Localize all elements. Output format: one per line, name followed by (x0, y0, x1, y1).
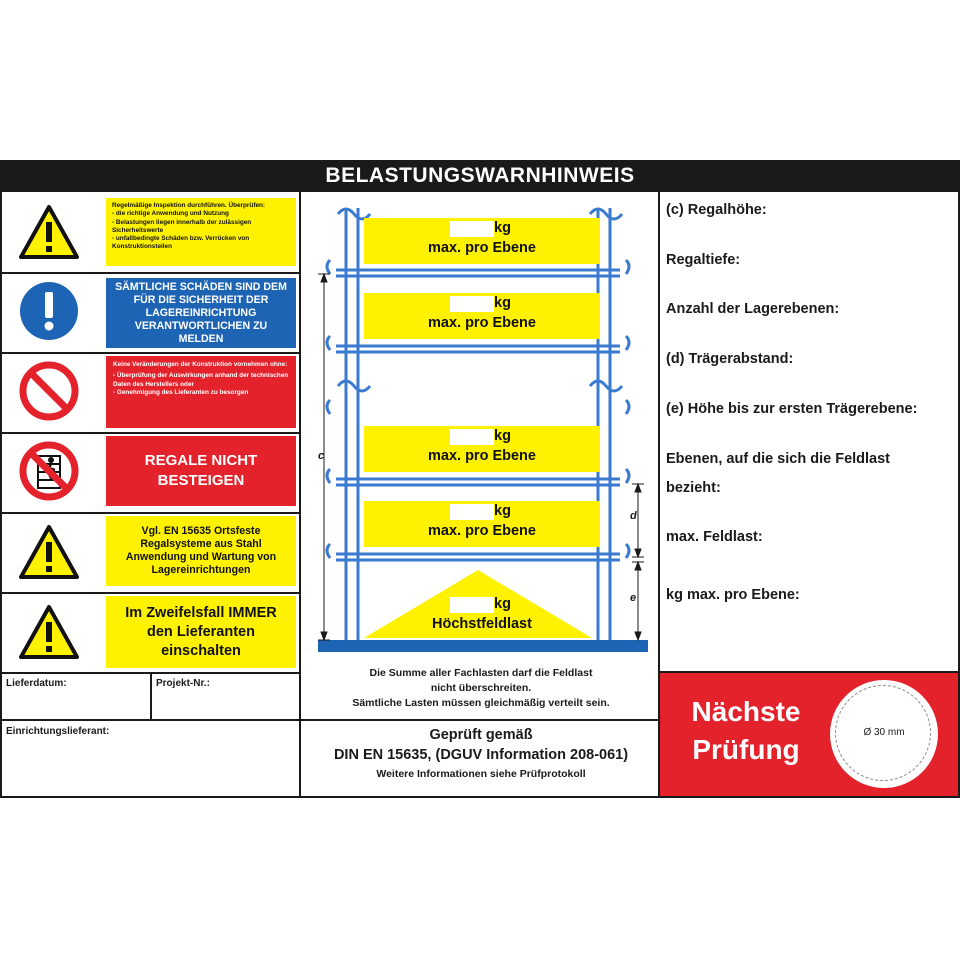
load-value-field[interactable] (450, 429, 494, 445)
spec-beam-spacing: (d) Trägerabstand: (666, 351, 794, 367)
inspection-sticker-area[interactable] (830, 680, 938, 788)
list-item: - Überprüfung der Auswirkungen anhand der technischen Daten des Herstellers oder (113, 372, 289, 389)
warning-triangle-icon (18, 204, 80, 260)
caption: max. pro Ebene (428, 315, 536, 331)
cert-line1: Geprüft gemäß (429, 727, 533, 743)
spec-rack-depth: Regaltiefe: (666, 252, 741, 268)
sep (0, 432, 300, 434)
dim-c-label: c (318, 450, 325, 462)
standard-box: Vgl. EN 15635 Ortsfeste Regalsysteme aus Stahl Anwendung und Wartung von Lagereinrichtungen (106, 516, 296, 586)
doubt-box: Im Zweifelsfall IMMER den Lieferanten einschalten (106, 596, 296, 668)
shelf-level-2 (364, 293, 600, 339)
bay-load (364, 594, 600, 640)
project-no-label: Projekt-Nr.: (156, 678, 210, 689)
warning-triangle-icon (18, 524, 80, 580)
shelf-level-3 (364, 426, 600, 472)
dim-d-label: d (630, 510, 637, 522)
no-climb-box: REGALE NICHT BESTEIGEN (106, 436, 296, 506)
caption: max. pro Ebene (428, 523, 536, 539)
note-line: Die Summe aller Fachlasten darf die Feldlast (369, 667, 593, 679)
sep (0, 272, 300, 274)
warning-triangle-icon (18, 604, 80, 660)
delivery-date-label: Lieferdatum: (6, 678, 67, 689)
note-line: nicht überschreiten. (430, 682, 532, 694)
next-inspection-label (660, 693, 832, 769)
shelf-level-1 (364, 218, 600, 264)
next-inspection-panel (660, 673, 958, 796)
sep (0, 512, 300, 514)
inspection-line2: Prüfung (692, 734, 800, 765)
list-item: - Belastungen liegen innerhalb der zulässigen Sicherheitswerte (112, 219, 290, 236)
unit-label: kg (494, 295, 511, 311)
caption: Höchstfeldlast (432, 616, 532, 632)
spec-max-bay-load: max. Feldlast: (666, 529, 763, 545)
no-changes-heading: Keine Veränderungen der Konstruktion vornehmen ohne: (113, 361, 288, 368)
list-item: - Genehmigung des Lieferanten zu besorgen (113, 389, 289, 397)
sep (0, 352, 300, 354)
load-value-field[interactable] (450, 504, 494, 520)
load-value-field[interactable] (450, 296, 494, 312)
warning-sign (0, 160, 960, 800)
load-value-field[interactable] (450, 221, 494, 237)
inspection-box (106, 198, 296, 266)
spec-bay-levels-cont: bezieht: (666, 480, 721, 496)
sep (150, 672, 152, 720)
spec-bay-levels: Ebenen, auf die sich die Feldlast (666, 451, 890, 467)
dim-e-label: e (630, 592, 637, 604)
unit-label: kg (494, 428, 511, 444)
inspection-line1: Nächste (691, 696, 801, 727)
unit-label: kg (494, 220, 511, 236)
damages-box: SÄMTLICHE SCHÄDEN SIND DEM FÜR DIE SICHERHEIT DER LAGEREINRICHTUNG VERANTWORTLICHEN ZU MELDEN (106, 278, 296, 348)
diagram-note (302, 666, 660, 711)
spec-rack-height: (c) Regalhöhe: (666, 202, 767, 218)
spec-kg-per-level: kg max. pro Ebene: (666, 587, 800, 603)
list-item: - unfallbedingte Schäden bzw. Verrücken von Konstruktionsteilen (112, 235, 290, 252)
note-line: Sämtliche Lasten müssen gleichmäßig verteilt sein. (352, 697, 610, 709)
sticker-size-label: Ø 30 mm (863, 727, 905, 738)
shelf-level-4 (364, 501, 600, 547)
caption: max. pro Ebene (428, 448, 536, 464)
exclamation-mandatory-icon (18, 280, 80, 342)
cert-line2: DIN EN 15635, (DGUV Information 208-061) (333, 747, 629, 763)
spec-levels-count: Anzahl der Lagerebenen: (666, 301, 840, 317)
list-item: - die richtige Anwendung und Nutzung (112, 210, 290, 218)
bay-value-field[interactable] (450, 597, 494, 613)
certification (302, 725, 660, 783)
cert-line3: Weitere Informationen siehe Prüfprotokoll (376, 768, 586, 780)
sep (300, 719, 660, 721)
spec-first-beam: (e) Höhe bis zur ersten Trägerebene: (666, 401, 918, 417)
divider-left (299, 192, 301, 798)
sep (0, 592, 300, 594)
unit-label: kg (494, 596, 511, 612)
no-changes-box (106, 356, 296, 428)
inspection-heading: Regelmäßige Inspektion durchführen. Überprüfen: (112, 202, 266, 209)
caption: max. pro Ebene (428, 240, 536, 256)
no-climbing-icon (18, 440, 80, 502)
supplier-label: Einrichtungslieferant: (6, 726, 110, 737)
prohibition-icon (18, 360, 80, 422)
unit-label: kg (494, 503, 511, 519)
sign-title: BELASTUNGSWARNHINWEIS (0, 160, 960, 192)
